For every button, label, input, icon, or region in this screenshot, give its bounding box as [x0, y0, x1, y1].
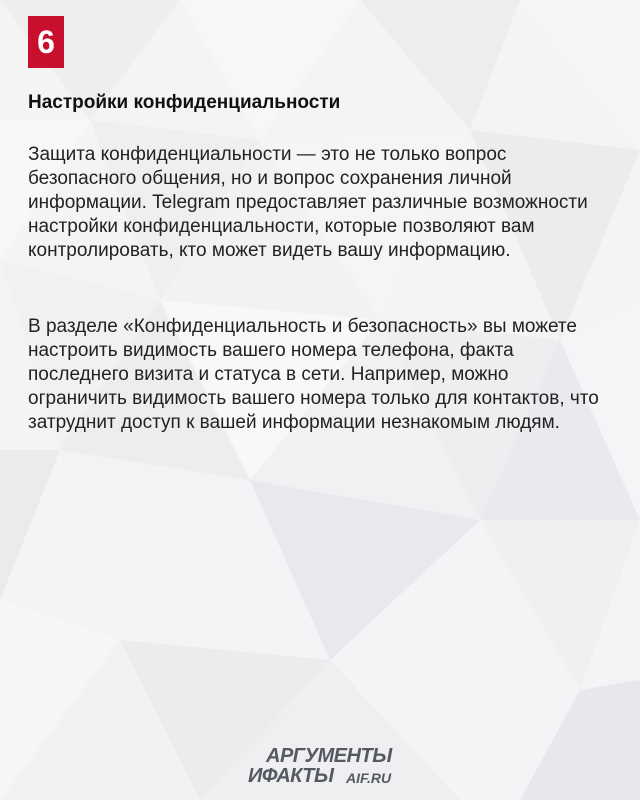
paragraph-privacy-intro: Защита конфиденциальности — это не только вопрос безопасного общения, но и вопрос сохранения личной информации. Telegram предоставляет различные возможности настройки конфиденциальности, которые позволяют вам контролировать, кто может видеть вашу информацию.	[28, 144, 588, 261]
logo-line-ifakty: ИФАКТЫ	[248, 765, 334, 787]
logo-line-argumenty: АРГУМЕНТЫ	[266, 745, 392, 767]
logo-site-url: AIF.RU	[346, 770, 392, 786]
aif-logo	[244, 745, 424, 790]
slide-number-badge: 6	[28, 16, 64, 68]
paragraph-privacy-settings: В разделе «Конфиденциальность и безопасность» вы можете настроить видимость вашего номера телефона, факта последнего визита и статуса в сети. Например, можно ограничить видимость вашего номера только для контактов, что затруднит доступ к вашей информации незнакомым людям.	[28, 316, 599, 433]
slide-title: Настройки конфиденциальности	[28, 92, 341, 113]
